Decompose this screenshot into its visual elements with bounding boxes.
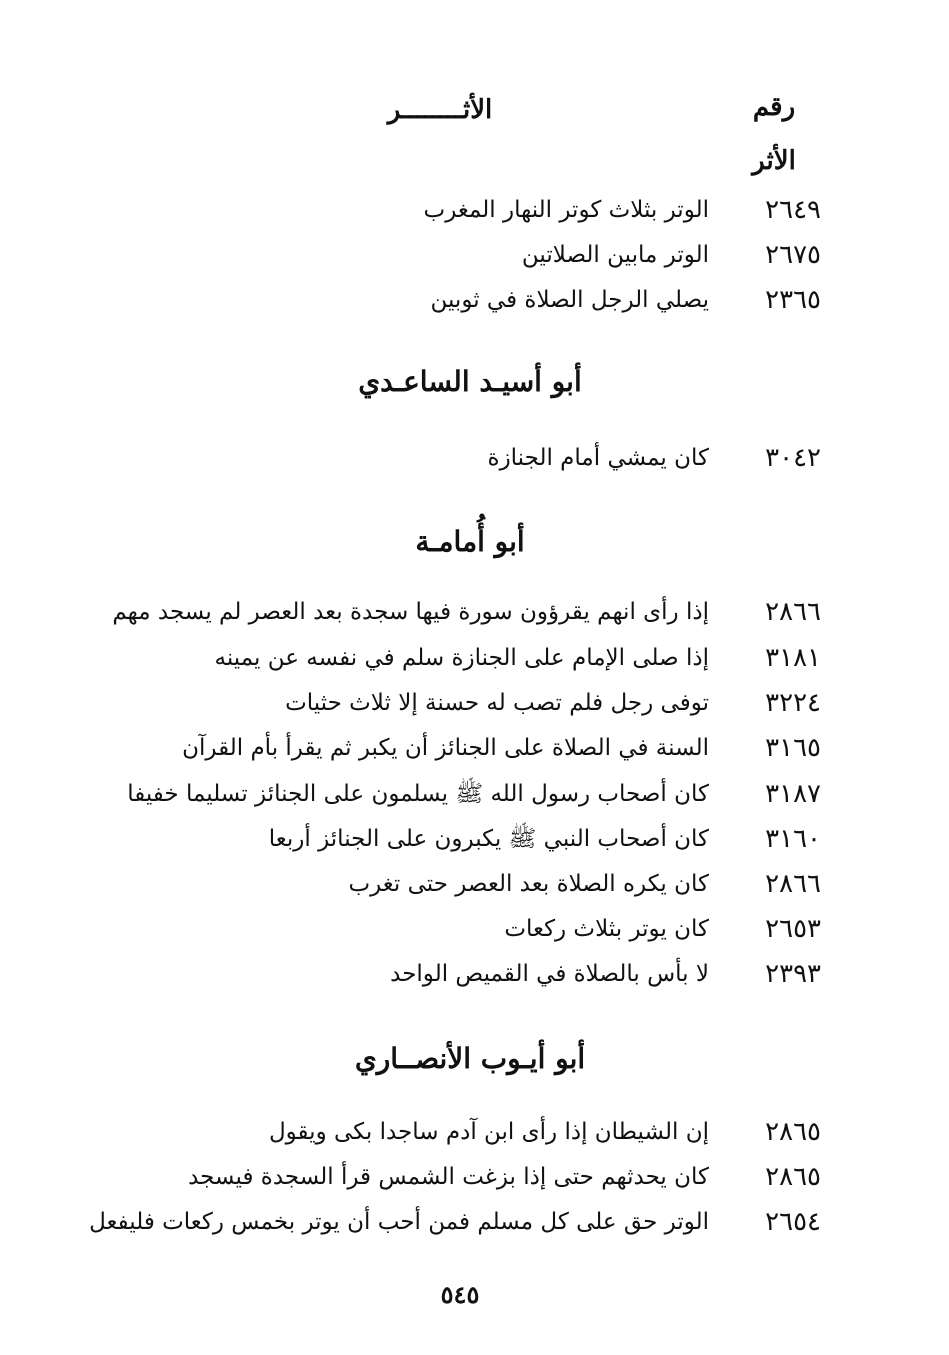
list-item bbox=[0, 726, 949, 770]
athar-number: ٣٠٤٢ bbox=[765, 443, 821, 473]
athar-text: كان يوتر بثلاث ركعات bbox=[504, 916, 709, 942]
list-item bbox=[0, 817, 949, 861]
athar-text: السنة في الصلاة على الجنائز أن يكبر ثم يقرأ بأم القرآن bbox=[182, 735, 709, 761]
athar-text: كان أصحاب النبي ﷺ يكبرون على الجنائز أربعا bbox=[268, 826, 709, 852]
athar-number: ٢٦٥٤ bbox=[765, 1207, 821, 1237]
athar-number: ٢٦٥٣ bbox=[765, 914, 821, 944]
list-item bbox=[0, 1155, 949, 1199]
list-item bbox=[0, 436, 949, 480]
athar-number: ٢٦٤٩ bbox=[765, 195, 821, 225]
athar-number: ٢٣٦٥ bbox=[765, 285, 821, 315]
list-item bbox=[0, 1110, 949, 1154]
section-heading: أبو أيـوب الأنصــاري bbox=[354, 1042, 586, 1075]
list-item bbox=[0, 907, 949, 951]
list-item bbox=[0, 681, 949, 725]
athar-number: ٣١٦٠ bbox=[765, 824, 821, 854]
list-item bbox=[0, 188, 949, 232]
number-column-header bbox=[739, 80, 809, 188]
athar-text: توفى رجل فلم تصب له حسنة إلا ثلاث حثيات bbox=[285, 690, 709, 716]
athar-text: كان يمشي أمام الجنازة bbox=[487, 445, 709, 471]
athar-number: ٣١٦٥ bbox=[765, 733, 821, 763]
athar-number: ٢٣٩٣ bbox=[765, 959, 821, 989]
athar-number: ٢٨٦٥ bbox=[765, 1162, 821, 1192]
athar-column-header: الأثــــــــر bbox=[387, 95, 493, 125]
athar-text: كان يكره الصلاة بعد العصر حتى تغرب bbox=[348, 871, 709, 897]
athar-number: ٢٨٦٦ bbox=[765, 869, 821, 899]
number-header-line1: رقم bbox=[752, 92, 796, 122]
athar-number: ٣٢٢٤ bbox=[765, 688, 821, 718]
section-heading: أبو أُمامـة bbox=[415, 525, 525, 558]
list-item bbox=[0, 636, 949, 680]
athar-text: الوتر حق على كل مسلم فمن أحب أن يوتر بخمس ركعات فليفعل bbox=[89, 1209, 709, 1235]
number-header-line2: الأثر bbox=[752, 146, 796, 176]
list-item bbox=[0, 233, 949, 277]
list-item bbox=[0, 862, 949, 906]
athar-number: ٢٦٧٥ bbox=[765, 240, 821, 270]
athar-number: ٣١٨١ bbox=[765, 643, 821, 673]
list-item bbox=[0, 952, 949, 996]
athar-text: كان أصحاب رسول الله ﷺ يسلمون على الجنائز تسليما خفيفا bbox=[127, 781, 709, 807]
athar-text: الوتر مابين الصلاتين bbox=[521, 242, 709, 268]
list-item bbox=[0, 278, 949, 322]
list-item bbox=[0, 1200, 949, 1244]
page-number: ٥٤٥ bbox=[440, 1280, 480, 1309]
list-item bbox=[0, 772, 949, 816]
athar-text: كان يحدثهم حتى إذا بزغت الشمس قرأ السجدة فيسجد bbox=[188, 1164, 709, 1190]
section-heading: أبو أسيـد الساعـدي bbox=[358, 365, 582, 398]
athar-text: الوتر بثلاث كوتر النهار المغرب bbox=[423, 197, 709, 223]
athar-text: لا بأس بالصلاة في القميص الواحد bbox=[390, 961, 709, 987]
athar-number: ٣١٨٧ bbox=[765, 779, 821, 809]
athar-number: ٢٨٦٥ bbox=[765, 1117, 821, 1147]
athar-text: إن الشيطان إذا رأى ابن آدم ساجدا بكى ويقول bbox=[268, 1119, 709, 1145]
athar-text: إذا صلى الإمام على الجنازة سلم في نفسه عن يمينه bbox=[214, 645, 709, 671]
athar-number: ٢٨٦٦ bbox=[765, 597, 821, 627]
athar-text: إذا رأى انهم يقرؤون سورة فيها سجدة بعد العصر لم يسجد مهم bbox=[112, 599, 709, 625]
athar-text: يصلي الرجل الصلاة في ثوبين bbox=[430, 287, 709, 313]
list-item bbox=[0, 590, 949, 634]
